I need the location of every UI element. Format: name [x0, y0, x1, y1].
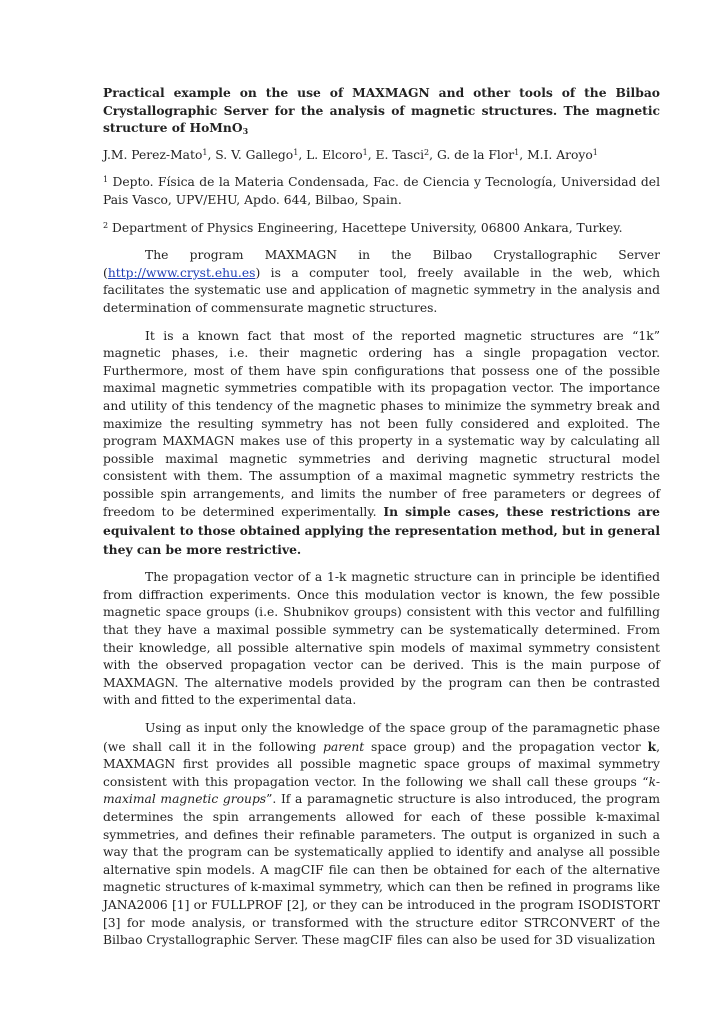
affiliation-text: Department of Physics Engineering, Hacettepe University, 06800 Ankara, Turkey.	[108, 220, 623, 235]
italic-parent: parent	[323, 739, 365, 754]
server-link[interactable]: http://www.cryst.ehu.es	[107, 265, 256, 280]
bold-k: k	[647, 738, 657, 754]
affiliation-2	[103, 220, 660, 238]
paragraph-3: The propagation vector of a 1-k magnetic structure can in principle be identified from diffraction experiments. Once this modulation vector is known, the few possible magnetic space groups (i.e. Shubnikov groups) consistent with this vector and fulfilling that they have a maximal possible symmetry can be systematically determined. From their knowledge, all possible alternative spin models of maximal symmetry consistent with the observed propagation vector can be derived. This is the main purpose of MAXMAGN. The alternative models provided by the program can then be contrasted with and fitted to the experimental data.	[103, 570, 660, 708]
author: E. Tasci$^2$	[375, 147, 430, 162]
author: G. de la Flor$^1$	[436, 147, 520, 162]
paragraph-1: The program MAXMAGN in the Bilbao Crystallographic Server (http://www.cryst.ehu.es) is a computer tool, freely available in the web, which facilitates the systematic use and application of magnetic symmetry in the analysis and determination of commensurate magnetic structures.	[103, 248, 660, 315]
author: S. V. Gallego$^1$	[215, 147, 299, 162]
title-subscript: 3	[242, 126, 249, 137]
affiliation-1	[103, 174, 660, 209]
paragraph-4: Using as input only the knowledge of the space group of the paramagnetic phase (we shall call it in the following parent space group) and the propagation vector k, MAXMAGN first provides all possible magnetic space groups of maximal symmetry consistent with this propagation vector. In the following we shall call these groups “k-maximal magnetic groups”. If a paramagnetic structure is also introduced, the program determines the spin arrangements allowed for each of these possible k-maximal symmetries, and defines their refinable parameters. The output is organized in such a way that the program can be systematically applied to identify and analyse all possible alternative spin models. A magCIF file can then be obtained for each of the alternative magnetic structures of k-maximal symmetry, which can then be refined in programs like JANA2006 [1] or FULLPROF [2], or they can be introduced in the program ISODISTORT [3] for mode analysis, or transformed with the structure editor STRCONVERT of the Bilbao Crystallographic Server. These magCIF files can also be used for 3D visualization	[103, 721, 661, 948]
author: J.M. Perez-Mato$^1$	[103, 147, 208, 162]
affiliation-mark: 2	[103, 220, 109, 230]
title-text: Practical example on the use of MAXMAGN and other tools of the Bilbao Crystallographic Server for the analysis of magnetic structures. The magnetic structure of HoMnO	[103, 85, 660, 136]
affiliation-mark: 1	[103, 175, 109, 185]
italic-k-maximal: k-maximal magnetic groups	[103, 774, 660, 807]
paragraph-2: It is a known fact that most of the reported magnetic structures are “1k” magnetic phases, i.e. their magnetic ordering has a single propagation vector. Furthermore, most of them have spin configurations that possess one of the possible maximal magnetic symmetries compatible with its propagation vector. The importance and utility of this tendency of the magnetic phases to minimize the symmetry break and maximize the resulting symmetry has not been fully considered and exploited. The program MAXMAGN makes use of this property in a systematic way by calculating all possible maximal magnetic symmetries and deriving magnetic structural model consistent with them. The assumption of a maximal magnetic symmetry restricts the possible spin arrangements, and limits the number of free parameters or degrees of freedom to be determined experimentally. In simple cases, these restrictions are equivalent to those obtained applying the representation method, but in general they can be more restrictive.	[103, 328, 660, 557]
bold-statement: In simple cases, these restrictions are equivalent to those obtained applying the representation method, but in general they can be more restrictive.	[103, 504, 660, 557]
author: M.I. Aroyo$^1$	[527, 147, 598, 162]
author: L. Elcoro$^1$	[306, 147, 368, 162]
author-list: J.M. Perez-Mato$^1$, S. V. Gallego$^1$, L. Elcoro$^1$, E. Tasci$^2$, G. de la Flor$^1$, M.I. Aroyo$^1$	[103, 147, 598, 162]
affiliation-text: Depto. Física de la Materia Condensada, Fac. de Ciencia y Tecnología, Universidad del Pais Vasco, UPV/EHU, Apdo. 644, Bilbao, Spain.	[103, 175, 660, 207]
document-title	[103, 84, 660, 137]
